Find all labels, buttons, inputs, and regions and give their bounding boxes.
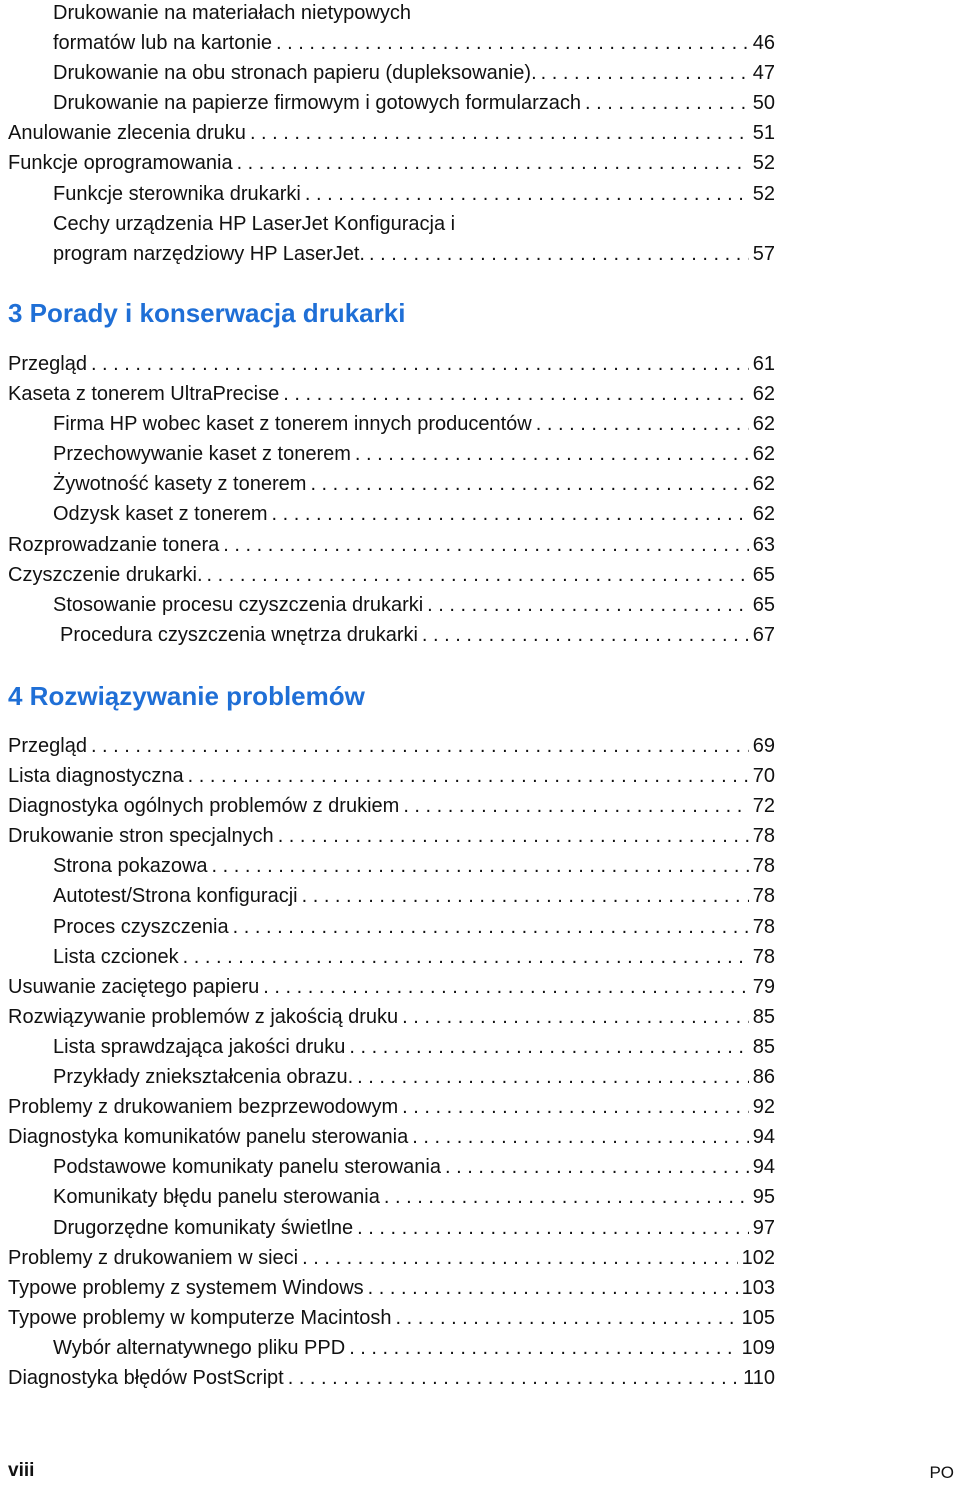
toc-dot-leader <box>368 1273 738 1303</box>
toc-entry[interactable] <box>0 791 960 821</box>
toc-entry-label: Odzysk kaset z tonerem <box>53 503 268 526</box>
toc-dot-leader <box>357 1062 749 1092</box>
toc-entry[interactable] <box>0 469 960 499</box>
toc-dot-leader <box>349 1032 748 1062</box>
toc-entry[interactable] <box>0 1273 960 1303</box>
toc-entry[interactable] <box>0 620 960 650</box>
toc-entry-label: Kaseta z tonerem UltraPrecise <box>8 383 280 406</box>
toc-entry-page-number: 52 <box>752 152 775 175</box>
toc-entry-page-number: 70 <box>752 765 775 788</box>
toc-dot-leader <box>402 1092 749 1122</box>
chapter-3-heading[interactable]: 3 Porady i konserwacja drukarki <box>8 298 406 328</box>
toc-entry-label: Drukowanie na obu stronach papieru (dupleksowanie). <box>53 62 537 85</box>
toc-entry-page-number: 95 <box>752 1186 775 1209</box>
chapter-3-entries <box>0 349 960 650</box>
toc-dot-leader <box>276 28 749 58</box>
toc-entry-label: formatów lub na kartonie <box>53 32 273 55</box>
toc-entry-label: Firma HP wobec kaset z tonerem innych producentów <box>53 413 532 436</box>
toc-entry-page-number: 78 <box>752 855 775 878</box>
toc-entry-label: Procedura czyszczenia wnętrza drukarki <box>60 623 418 646</box>
toc-dot-leader <box>585 88 749 118</box>
toc-entry-label: Typowe problemy w komputerze Macintosh <box>8 1306 392 1329</box>
toc-entry-page-number: 109 <box>741 1336 775 1359</box>
toc-entry-page-number: 78 <box>752 885 775 908</box>
toc-dot-leader <box>422 620 749 650</box>
toc-dot-leader <box>357 1213 749 1243</box>
toc-entry[interactable] <box>0 1303 960 1333</box>
toc-entry[interactable] <box>0 58 960 88</box>
toc-entry-label: Lista sprawdzająca jakości druku <box>53 1035 346 1058</box>
toc-entry-label: Czyszczenie drukarki. <box>8 563 203 586</box>
toc-entry[interactable] <box>0 349 960 379</box>
toc-entry-label: Podstawowe komunikaty panelu sterowania <box>53 1156 441 1179</box>
toc-entry[interactable] <box>0 821 960 851</box>
toc-entry[interactable] <box>0 118 960 148</box>
toc-dot-leader <box>302 1243 738 1273</box>
toc-entry-label: Funkcje oprogramowania <box>8 152 233 175</box>
toc-entry[interactable] <box>0 851 960 881</box>
toc-entry-page-number: 103 <box>741 1276 775 1299</box>
toc-entry-label: Usuwanie zaciętego papieru <box>8 975 260 998</box>
footer-page-number: viii <box>8 1460 35 1481</box>
toc-entry-label: Problemy z drukowaniem bezprzewodowym <box>8 1096 399 1119</box>
toc-entry-label: Anulowanie zlecenia druku <box>8 122 246 145</box>
toc-entry-page-number: 78 <box>752 825 775 848</box>
toc-dot-leader <box>302 881 749 911</box>
toc-entry-label: Drukowanie na papierze firmowym i gotowych formularzach <box>53 92 581 115</box>
toc-entry-page-number: 94 <box>752 1156 775 1179</box>
toc-entry-page-number: 67 <box>752 623 775 646</box>
toc-dot-leader <box>402 1002 749 1032</box>
toc-entry[interactable] <box>0 1062 960 1092</box>
toc-entry-label: Lista czcionek <box>53 945 179 968</box>
toc-entry[interactable] <box>0 881 960 911</box>
footer-language-code: PO <box>929 1463 954 1482</box>
toc-entry[interactable] <box>0 0 960 28</box>
toc-entry-label: Drugorzędne komunikaty świetlne <box>53 1216 354 1239</box>
toc-dot-leader <box>288 1363 739 1393</box>
toc-dot-leader <box>349 1333 737 1363</box>
toc-entry-page-number: 52 <box>752 182 775 205</box>
toc-entry-label: Przykłady zniekształcenia obrazu. <box>53 1066 354 1089</box>
toc-entry[interactable] <box>0 1032 960 1062</box>
toc-entry[interactable] <box>0 1213 960 1243</box>
toc-entry-label: Stosowanie procesu czyszczenia drukarki <box>53 593 424 616</box>
toc-dot-leader <box>355 439 749 469</box>
toc-entry-page-number: 69 <box>752 735 775 757</box>
toc-entry[interactable] <box>0 1152 960 1182</box>
toc-dot-leader <box>541 58 749 88</box>
toc-entry-page-number: 72 <box>752 795 775 818</box>
toc-dot-leader <box>223 530 749 560</box>
toc-entry-label: Funkcje sterownika drukarki <box>53 182 301 205</box>
toc-entry-page-number: 62 <box>752 503 775 526</box>
toc-dot-leader <box>263 972 748 1002</box>
toc-entry-label: Problemy z drukowaniem w sieci <box>8 1246 299 1269</box>
toc-dot-leader <box>396 1303 738 1333</box>
toc-entry-label: Lista diagnostyczna <box>8 765 184 788</box>
toc-entry-label: Drukowanie stron specjalnych <box>8 825 274 848</box>
toc-dot-leader <box>427 590 749 620</box>
toc-entry[interactable] <box>0 499 960 529</box>
toc-entry[interactable] <box>0 439 960 469</box>
toc-dot-leader <box>310 469 748 499</box>
toc-entry[interactable] <box>0 148 960 178</box>
toc-entry-label: Rozwiązywanie problemów z jakością druku <box>8 1005 399 1028</box>
toc-entry[interactable] <box>0 761 960 791</box>
toc-entry-page-number: 85 <box>752 1035 775 1058</box>
toc-entry-label: Cechy urządzenia HP LaserJet Konfiguracja i <box>53 212 456 235</box>
toc-dot-leader <box>250 118 749 148</box>
toc-dot-leader <box>91 731 749 761</box>
toc-entry[interactable] <box>0 379 960 409</box>
toc-entry-label: Żywotność kasety z tonerem <box>53 473 307 496</box>
chapter-4-heading[interactable]: 4 Rozwiązywanie problemów <box>8 681 365 711</box>
toc-dot-leader <box>233 912 749 942</box>
toc-entry[interactable] <box>0 972 960 1002</box>
toc-entry-page-number: 63 <box>752 533 775 556</box>
toc-entry[interactable] <box>0 1092 960 1122</box>
toc-dot-leader <box>91 349 749 379</box>
toc-dot-leader <box>272 499 749 529</box>
toc-entry-label: program narzędziowy HP LaserJet. <box>53 242 365 265</box>
toc-entry[interactable] <box>0 1333 960 1363</box>
toc-dot-leader <box>183 942 749 972</box>
toc-entry[interactable] <box>0 560 960 590</box>
toc-entry[interactable] <box>0 179 960 209</box>
toc-dot-leader <box>188 761 749 791</box>
toc-entry-page-number: 85 <box>752 1005 775 1028</box>
toc-entry-label: Autotest/Strona konfiguracji <box>53 885 298 908</box>
toc-entry[interactable] <box>0 912 960 942</box>
toc-entry-page-number: 92 <box>752 1096 775 1119</box>
toc-section-continued <box>0 0 960 269</box>
toc-entry-label: Drukowanie na materiałach nietypowych <box>53 2 411 24</box>
toc-dot-leader <box>237 148 749 178</box>
toc-dot-leader <box>384 1182 749 1212</box>
toc-entry-page-number: 46 <box>752 32 775 55</box>
toc-entry-page-number: 62 <box>752 413 775 436</box>
toc-entry-page-number: 110 <box>743 1366 775 1389</box>
toc-entry-label: Wybór alternatywnego pliku PPD <box>53 1336 346 1359</box>
toc-dot-leader <box>445 1152 749 1182</box>
toc-entry-label: Komunikaty błędu panelu sterowania <box>53 1186 380 1209</box>
toc-entry[interactable] <box>0 1182 960 1212</box>
toc-entry-page-number: 47 <box>752 62 775 85</box>
toc-entry[interactable] <box>0 1363 960 1393</box>
toc-entry-page-number: 57 <box>752 242 775 265</box>
toc-dot-leader <box>412 1122 749 1152</box>
toc-entry-page-number: 62 <box>752 443 775 466</box>
toc-entry-page-number: 105 <box>741 1306 775 1329</box>
toc-entry-page-number: 78 <box>752 945 775 968</box>
toc-entry-label: Proces czyszczenia <box>53 915 229 938</box>
toc-entry[interactable] <box>0 731 960 761</box>
toc-entry[interactable] <box>0 530 960 560</box>
toc-entry[interactable] <box>0 942 960 972</box>
toc-entry-page-number: 65 <box>752 593 775 616</box>
toc-entry-page-number: 65 <box>752 563 775 586</box>
toc-entry[interactable] <box>0 88 960 118</box>
toc-entry-page-number: 51 <box>752 122 775 145</box>
toc-dot-leader <box>207 560 749 590</box>
toc-dot-leader <box>283 379 749 409</box>
toc-dot-leader <box>536 409 749 439</box>
toc-entry-label: Rozprowadzanie tonera <box>8 533 220 556</box>
toc-dot-leader <box>403 791 748 821</box>
toc-entry-label: Przechowywanie kaset z tonerem <box>53 443 351 466</box>
toc-dot-leader <box>305 179 749 209</box>
toc-entry[interactable] <box>0 209 960 239</box>
toc-entry-label: Przegląd <box>8 353 87 375</box>
toc-dot-leader <box>212 851 749 881</box>
toc-entry-page-number: 62 <box>752 383 775 406</box>
toc-dot-leader <box>278 821 749 851</box>
toc-entry-label: Diagnostyka błędów PostScript <box>8 1366 284 1389</box>
toc-entry-label: Diagnostyka ogólnych problemów z drukiem <box>8 795 400 818</box>
toc-entry[interactable] <box>0 28 960 58</box>
toc-entry[interactable] <box>0 1243 960 1273</box>
toc-entry[interactable] <box>0 239 960 269</box>
toc-entry-label: Przegląd <box>8 735 87 757</box>
toc-entry-page-number: 86 <box>752 1066 775 1089</box>
toc-entry[interactable] <box>0 590 960 620</box>
toc-entry-label: Strona pokazowa <box>53 855 208 878</box>
toc-entry-page-number: 102 <box>741 1246 775 1269</box>
toc-entry-page-number: 79 <box>752 975 775 998</box>
toc-entry[interactable] <box>0 409 960 439</box>
toc-entry-label: Diagnostyka komunikatów panelu sterowania <box>8 1126 409 1149</box>
toc-entry-page-number: 78 <box>752 915 775 938</box>
toc-entry-page-number: 97 <box>752 1216 775 1239</box>
toc-entry-page-number: 61 <box>752 353 775 375</box>
toc-dot-leader <box>369 239 749 269</box>
toc-entry-page-number: 94 <box>752 1126 775 1149</box>
toc-entry[interactable] <box>0 1122 960 1152</box>
toc-entry-page-number: 50 <box>752 92 775 115</box>
toc-entry-label: Typowe problemy z systemem Windows <box>8 1276 364 1299</box>
toc-entry-page-number: 62 <box>752 473 775 496</box>
toc-entry[interactable] <box>0 1002 960 1032</box>
chapter-4-entries <box>0 731 960 1393</box>
